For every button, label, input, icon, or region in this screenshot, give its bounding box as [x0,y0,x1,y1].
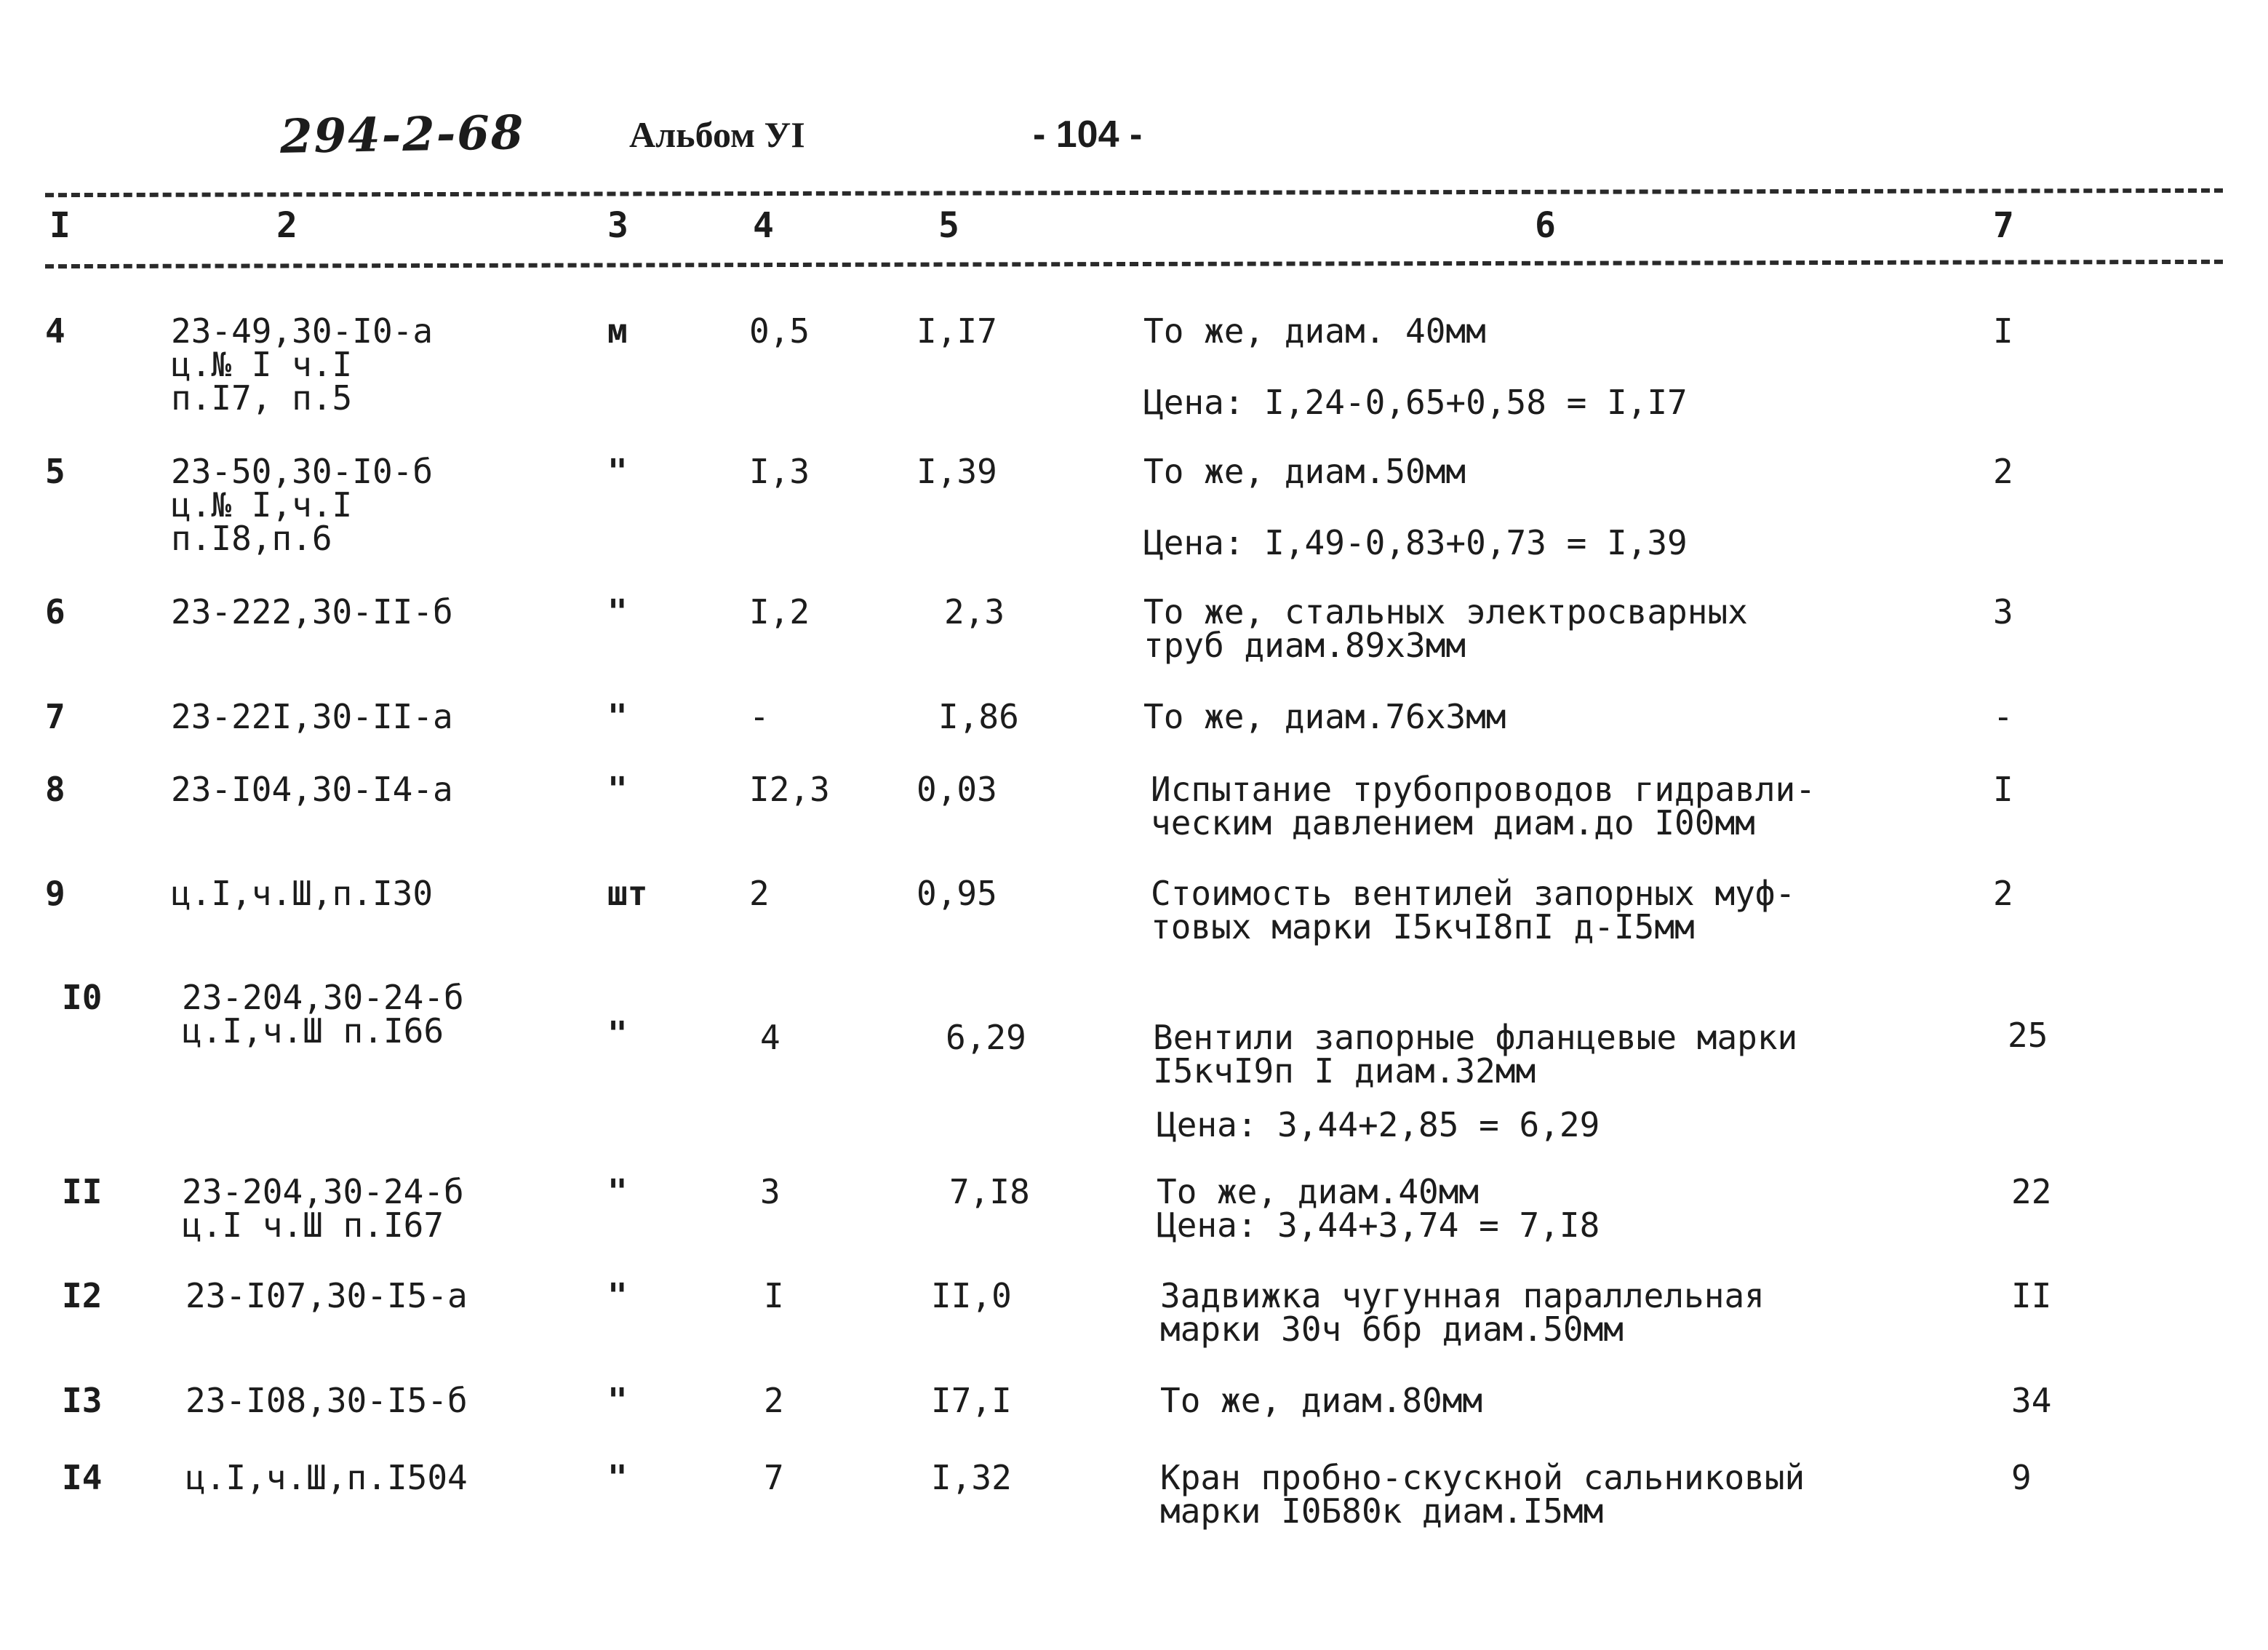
col7-cell: 9 [2011,1458,2032,1497]
price-cell: 2,3 [944,592,1005,631]
description-cell: Задвижка чугунная параллельная марки 30ч 6бр диам.50мм [1160,1276,1765,1349]
quantity-cell: 3 [760,1172,780,1211]
unit-cell: " [607,592,628,631]
price-calculation: Цена: I,49-0,83+0,73 = I,39 [1143,523,1688,562]
quantity-cell: 2 [749,874,770,913]
price-calculation: Цена: 3,44+2,85 = 6,29 [1157,1105,1600,1144]
description-cell: Вентили запорные фланцевые марки I5кчI9п I диам.32мм [1153,1018,1798,1091]
document-code: 294-2-68 [279,105,525,164]
row-number: I2 [62,1276,103,1315]
description-cell: Стоимость вентилей запорных муф- товых марки I5кчI8пI д-I5мм [1151,874,1796,946]
row-number: 4 [45,311,65,351]
unit-cell: " [607,1172,628,1211]
row-number: I3 [62,1381,103,1420]
quantity-cell: - [749,697,770,736]
row-number: 8 [45,770,65,809]
column-number: I [49,205,71,246]
col7-cell: - [1993,697,2013,736]
description-cell: То же, диам. 40мм [1143,311,1486,351]
reference-cell: 23-204,30-24-б ц.I ч.Ш п.I67 [182,1172,464,1245]
description-cell: То же, стальных электросварных труб диам.89х3мм [1143,592,1748,665]
reference-cell: 23-50,30-I0-б ц.№ I,ч.I п.I8,п.6 [171,452,434,558]
price-cell: I7,I [931,1381,1012,1420]
col7-cell: 22 [2011,1172,2052,1211]
col7-cell: I [1993,311,2013,351]
unit-cell: " [607,1276,628,1315]
reference-cell: 23-22I,30-II-a [171,697,453,736]
row-number: II [62,1172,103,1211]
description-cell: То же, диам.80мм [1160,1381,1483,1420]
page-number: - 104 - [1033,113,1143,156]
col7-cell: I [1993,770,2013,809]
reference-cell: 23-204,30-24-б ц.I,ч.Ш п.I66 [182,978,464,1051]
column-number: 5 [938,205,959,246]
description-cell: То же, диам.50мм [1143,452,1466,491]
price-cell: I,I7 [917,311,997,351]
unit-cell: " [607,1014,628,1053]
price-cell: 7,I8 [949,1172,1030,1211]
unit-cell: " [607,770,628,809]
col7-cell: 25 [2008,1016,2048,1055]
quantity-cell: 2 [764,1381,784,1420]
reference-cell: ц.I,ч.Ш,п.I30 [171,874,434,913]
description-cell: Кран пробно-скускной сальниковый марки I0Б80к диам.I5мм [1160,1458,1805,1531]
quantity-cell: 4 [760,1018,780,1057]
reference-cell: 23-I04,30-I4-a [171,770,453,809]
row-number: I4 [62,1458,103,1497]
quantity-cell: 7 [764,1458,784,1497]
price-cell: I,86 [938,697,1019,736]
album-label: Альбом УI [629,114,805,155]
description-cell: То же, диам.76х3мм [1143,697,1506,736]
reference-cell: ц.I,ч.Ш,п.I504 [185,1458,468,1497]
row-number: 5 [45,452,65,491]
unit-cell: шт [607,874,648,913]
price-cell: II,0 [931,1276,1012,1315]
unit-cell: м [607,311,628,351]
unit-cell: " [607,1381,628,1420]
col7-cell: II [2011,1276,2052,1315]
col7-cell: 2 [1993,452,2013,491]
quantity-cell: I,3 [749,452,810,491]
quantity-cell: I,2 [749,592,810,631]
price-cell: I,32 [931,1458,1012,1497]
row-number: I0 [62,978,103,1017]
price-cell: I,39 [917,452,997,491]
description-cell: Испытание трубопроводов гидравли- ческим давлением диам.до I00мм [1151,770,1816,842]
col7-cell: 3 [1993,592,2013,631]
row-number: 6 [45,592,65,631]
column-number: 7 [1993,205,2014,246]
reference-cell: 23-222,30-II-б [171,592,453,631]
column-number: 3 [607,205,628,246]
column-number: 2 [276,205,298,246]
description-cell: То же, диам.40мм Цена: 3,44+3,74 = 7,I8 [1157,1172,1600,1245]
unit-cell: " [607,1458,628,1497]
price-cell: 0,03 [917,770,997,809]
price-cell: 6,29 [946,1018,1026,1057]
reference-cell: 23-I07,30-I5-a [185,1276,468,1315]
row-number: 9 [45,874,65,913]
price-calculation: Цена: I,24-0,65+0,58 = I,I7 [1143,383,1688,422]
unit-cell: " [607,452,628,491]
quantity-cell: 0,5 [749,311,810,351]
column-number: 6 [1535,205,1556,246]
col7-cell: 34 [2011,1381,2052,1420]
reference-cell: 23-I08,30-I5-б [185,1381,468,1420]
reference-cell: 23-49,30-I0-a ц.№ I ч.I п.I7, п.5 [171,311,434,418]
row-number: 7 [45,697,65,736]
col7-cell: 2 [1993,874,2013,913]
column-number: 4 [753,205,774,246]
price-cell: 0,95 [917,874,997,913]
quantity-cell: I [764,1276,784,1315]
unit-cell: " [607,697,628,736]
quantity-cell: I2,3 [749,770,830,809]
